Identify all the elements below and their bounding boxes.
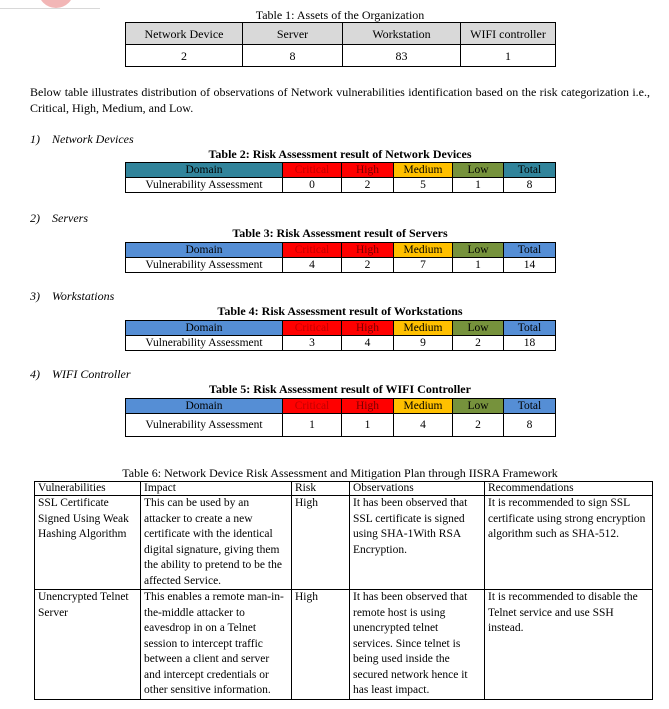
value-medium: 9 <box>394 336 453 351</box>
risk-table-network-devices <box>125 162 556 193</box>
header-medium: Medium <box>394 243 453 258</box>
assets-value-cell: 8 <box>243 45 343 67</box>
value-low: 2 <box>453 336 504 351</box>
header-low: Low <box>453 243 504 258</box>
section-heading: 3) Workstations <box>30 289 115 303</box>
logo-fragment <box>0 0 100 9</box>
assets-value-cell: 83 <box>343 45 461 67</box>
observation-cell: It has been observed that remote host is using unencrypted telnet services. Since telnet is being used inside the secured network hence it has least impact. <box>350 590 485 700</box>
recommendation-cell: It is recommended to disable the Telnet service and use SSH instead. <box>485 590 653 700</box>
value-medium: 5 <box>394 178 453 193</box>
header-high: High <box>342 163 394 178</box>
header-critical: Critical <box>283 399 342 414</box>
assets-value-cell: 1 <box>461 45 556 67</box>
section-heading: 4) WIFI Controller <box>30 367 131 381</box>
header-medium: Medium <box>394 399 453 414</box>
header-high: High <box>342 243 394 258</box>
header-medium: Medium <box>394 163 453 178</box>
value-total: 8 <box>504 178 556 193</box>
header-vulnerabilities: Vulnerabilities <box>35 482 141 496</box>
risk-cell: High <box>292 590 350 700</box>
value-high: 2 <box>342 258 394 273</box>
value-low: 2 <box>453 414 504 437</box>
header-total: Total <box>504 243 556 258</box>
assets-table <box>125 22 556 67</box>
row-label: Vulnerability Assessment <box>126 414 283 437</box>
header-high: High <box>342 321 394 336</box>
value-total: 18 <box>504 336 556 351</box>
table5-caption: Table 5: Risk Assessment result of WIFI Controller <box>209 382 471 396</box>
observation-cell: It has been observed that SSL certificate is signed using SHA-1With RSA Encryption. <box>350 496 485 590</box>
header-low: Low <box>453 321 504 336</box>
header-domain: Domain <box>126 399 283 414</box>
value-critical: 0 <box>283 178 342 193</box>
value-medium: 4 <box>394 414 453 437</box>
header-risk: Risk <box>292 482 350 496</box>
row-label: Vulnerability Assessment <box>126 258 283 273</box>
header-low: Low <box>453 399 504 414</box>
risk-cell: High <box>292 496 350 590</box>
value-high: 2 <box>342 178 394 193</box>
risk-table-wifi-controller <box>125 398 556 437</box>
vulnerability-cell: SSL Certificate Signed Using Weak Hashing Algorithm <box>35 496 141 590</box>
value-medium: 7 <box>394 258 453 273</box>
header-domain: Domain <box>126 321 283 336</box>
vulnerability-cell: Unencrypted Telnet Server <box>35 590 141 700</box>
mitigation-plan-table <box>34 481 653 700</box>
risk-table-workstations <box>125 320 556 351</box>
value-low: 1 <box>453 178 504 193</box>
value-high: 4 <box>342 336 394 351</box>
value-high: 1 <box>342 414 394 437</box>
table6-caption: Table 6: Network Device Risk Assessment and Mitigation Plan through IISRA Framework <box>122 466 558 480</box>
header-medium: Medium <box>394 321 453 336</box>
assets-header-cell: Workstation <box>343 23 461 45</box>
section-heading: 2) Servers <box>30 211 88 225</box>
header-total: Total <box>504 399 556 414</box>
risk-table-servers <box>125 242 556 273</box>
header-domain: Domain <box>126 243 283 258</box>
recommendation-cell: It is recommended to sign SSL certificate using strong encryption algorithm such as SHA-512. <box>485 496 653 590</box>
value-total: 14 <box>504 258 556 273</box>
assets-header-cell: Network Device <box>126 23 243 45</box>
impact-cell: This can be used by an attacker to create a new certificate with the identical digital signature, giving them the ability to pretend to be the affected Service. <box>141 496 292 590</box>
value-critical: 4 <box>283 258 342 273</box>
intro-paragraph: Below table illustrates distribution of observations of Network vulnerabilities identification based on the risk categorization i.e., Critical, High, Medium, and Low. <box>30 85 650 115</box>
table3-caption: Table 3: Risk Assessment result of Servers <box>232 226 448 240</box>
section-heading: 1) Network Devices <box>30 132 134 146</box>
header-critical: Critical <box>283 243 342 258</box>
header-total: Total <box>504 163 556 178</box>
table4-caption: Table 4: Risk Assessment result of Workstations <box>217 304 463 318</box>
header-high: High <box>342 399 394 414</box>
row-label: Vulnerability Assessment <box>126 336 283 351</box>
header-critical: Critical <box>283 321 342 336</box>
value-critical: 3 <box>283 336 342 351</box>
header-total: Total <box>504 321 556 336</box>
header-critical: Critical <box>283 163 342 178</box>
assets-header-cell: Server <box>243 23 343 45</box>
row-label: Vulnerability Assessment <box>126 178 283 193</box>
assets-header-cell: WIFI controller <box>461 23 556 45</box>
table-row <box>35 590 653 700</box>
impact-cell: This enables a remote man-in-the-middle attacker to eavesdrop in on a Telnet session to intercept traffic between a client and server and intercept credentials or other sensitive information. <box>141 590 292 700</box>
header-low: Low <box>453 163 504 178</box>
header-observations: Observations <box>350 482 485 496</box>
table1-caption: Table 1: Assets of the Organization <box>255 8 425 22</box>
table-row <box>35 496 653 590</box>
header-domain: Domain <box>126 163 283 178</box>
value-low: 1 <box>453 258 504 273</box>
assets-value-cell: 2 <box>126 45 243 67</box>
header-impact: Impact <box>141 482 292 496</box>
value-critical: 1 <box>283 414 342 437</box>
table2-caption: Table 2: Risk Assessment result of Network Devices <box>208 147 472 161</box>
value-total: 8 <box>504 414 556 437</box>
header-recommendations: Recommendations <box>485 482 653 496</box>
